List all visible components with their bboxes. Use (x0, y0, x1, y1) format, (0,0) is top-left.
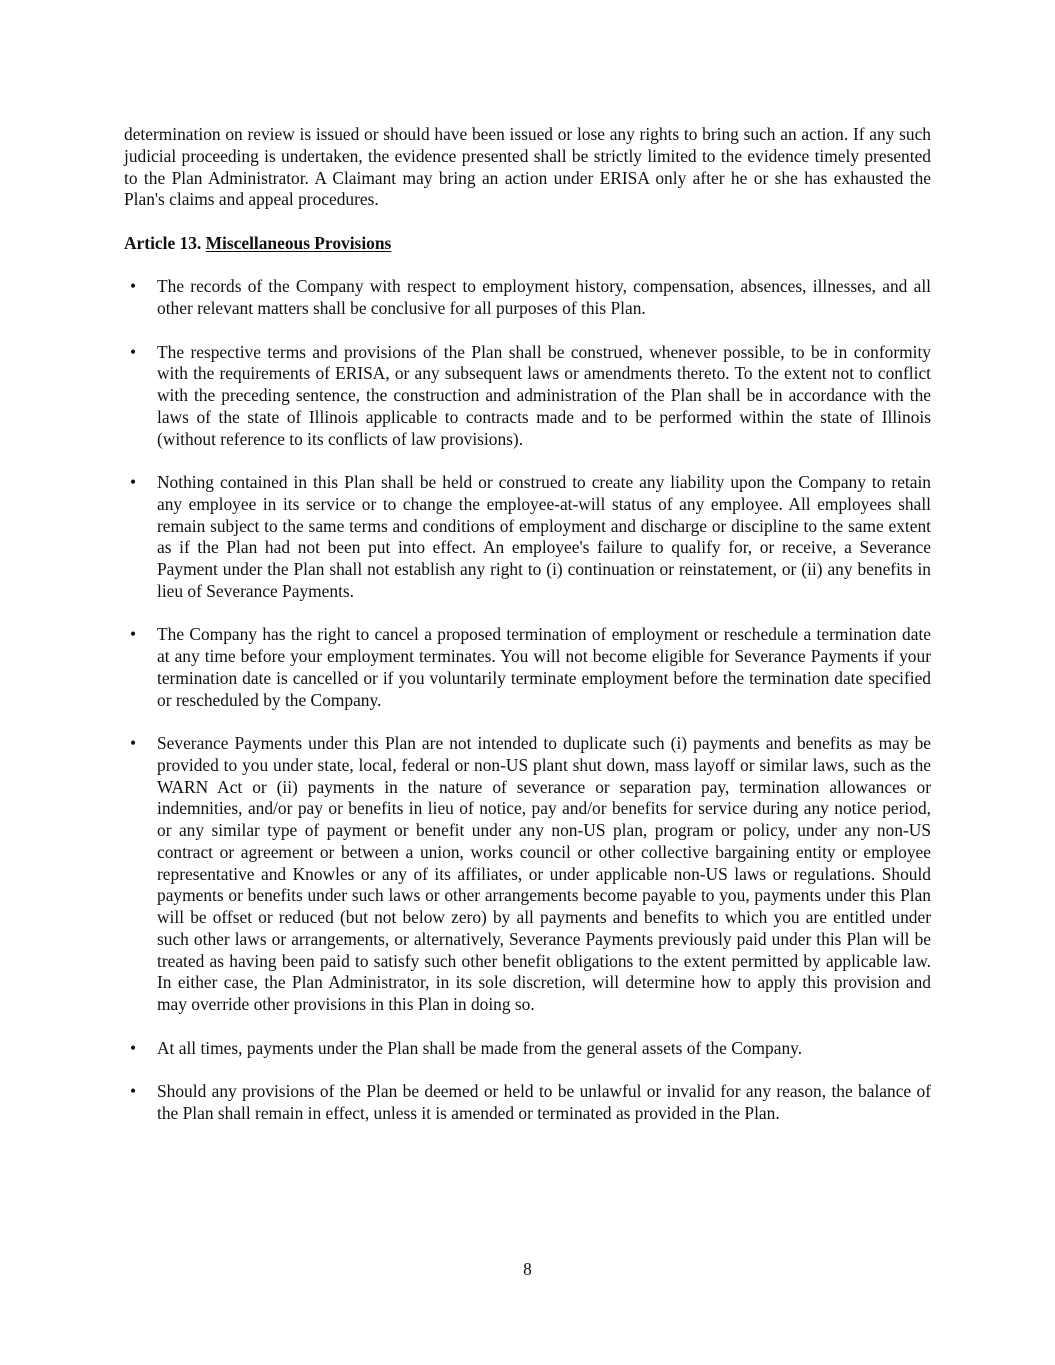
provision-text: The Company has the right to cancel a proposed termination of employment or reschedule a termination date at any time before your employment terminates. You will not become eligible for Severance Payments if your termination date is cancelled or if you voluntarily terminate employment before the termination date specified or rescheduled by the Company. (157, 624, 931, 710)
article-number: Article 13. (124, 232, 202, 253)
bullet-icon: • (130, 472, 137, 492)
page-number: 8 (523, 1259, 532, 1279)
provision-item (124, 733, 931, 1016)
intro-paragraph: determination on review is issued or should have been issued or lose any rights to bring such an action. If any such judicial proceeding is undertaken, the evidence presented shall be strictly limited to the evidence timely presented to the Plan Administrator. A Claimant may bring an action under ERISA only after he or she has exhausted the Plan's claims and appeal procedures. (124, 124, 931, 210)
provision-item (124, 276, 931, 320)
provision-text: Should any provisions of the Plan be deemed or held to be unlawful or invalid for any reason, the balance of the Plan shall remain in effect, unless it is amended or terminated as provided in the Plan. (157, 1081, 931, 1123)
provision-text: At all times, payments under the Plan shall be made from the general assets of the Company. (157, 1037, 803, 1058)
provision-text: The respective terms and provisions of the Plan shall be construed, whenever possible, to be in conformity with the requirements of ERISA, or any subsequent laws or amendments thereto. To the extent not to conflict with the preceding sentence, the construction and administration of the Plan shall be in accordance with the laws of the state of Illinois applicable to contracts made and to be performed within the state of Illinois (without reference to its conflicts of law provisions). (157, 341, 931, 449)
provision-text: Severance Payments under this Plan are not intended to duplicate such (i) payments and benefits as may be provided to you under state, local, federal or non-US plant shut down, mass layoff or similar laws, such as the WARN Act or (ii) payments in the nature of severance or separation pay, termination allowances or indemnities, and/or pay or benefits in lieu of notice, pay and/or benefits for service during any notice period, or any similar type of payment or benefit under any non-US plan, program or policy, under any non-US contract or agreement or between a union, works council or other collective bargaining entity or employee representative and Knowles or any of its affiliates, or under applicable non-US laws or regulations. Should payments or benefits under such laws or other arrangements become payable to you, payments under this Plan will be offset or reduced (but not below zero) by all payments and benefits to which you are entitled under such other laws or arrangements, or alternatively, Severance Payments previously paid under this Plan will be treated as having been paid to satisfy such other benefit obligations to the extent permitted by applicable law. In either case, the Plan Administrator, in its sole discretion, will determine how to apply this provision and may override other provisions in this Plan in doing so. (157, 733, 931, 1014)
provision-item (124, 624, 931, 711)
bullet-icon: • (130, 276, 137, 297)
provision-item (124, 342, 931, 451)
bullet-icon: • (130, 341, 137, 362)
provision-item (124, 1081, 931, 1125)
provision-item (124, 472, 931, 603)
provisions-list (124, 276, 931, 1124)
bullet-icon: • (130, 1081, 137, 1101)
bullet-icon: • (130, 733, 137, 753)
provision-item (124, 1038, 931, 1060)
article-title: Miscellaneous Provisions (205, 232, 392, 253)
document-page (124, 124, 931, 1146)
bullet-icon: • (130, 624, 137, 645)
provision-text: Nothing contained in this Plan shall be held or construed to create any liability upon the Company to retain any employee in its service or to change the employee-at-will status of any employee. All employees shall remain subject to the same terms and conditions of employment and discharge or discipline to the same extent as if the Plan had not been put into effect. An employee's failure to qualify for, or receive, a Severance Payment under the Plan shall not establish any right to (i) continuation or reinstatement, or (ii) any benefits in lieu of Severance Payments. (157, 472, 931, 601)
article-heading (124, 233, 931, 255)
bullet-icon: • (130, 1037, 137, 1058)
provision-text: The records of the Company with respect to employment history, compensation, absences, illnesses, and all other relevant matters shall be conclusive for all purposes of this Plan. (157, 276, 931, 318)
